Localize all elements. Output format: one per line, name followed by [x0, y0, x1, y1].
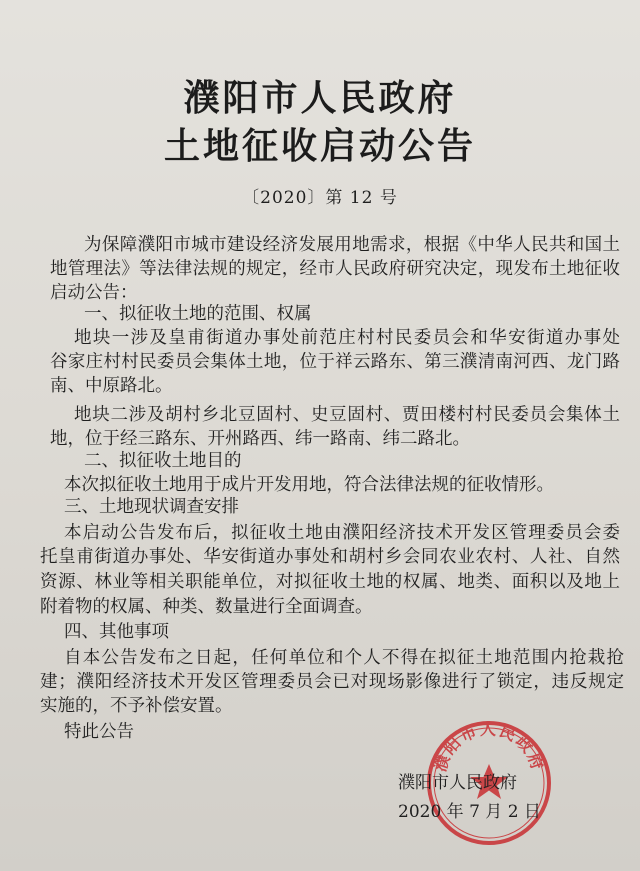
- section-heading: 一、拟征收土地的范围、权属: [84, 304, 312, 324]
- signature-org: 濮阳市人民政府: [398, 773, 517, 793]
- paragraph-line: 托皇甫街道办事处、华安街道办事处和胡村乡会同农业农村、人社、自然: [40, 547, 620, 567]
- closing-text: 特此公告: [64, 722, 134, 742]
- paragraph-line: 地块一涉及皇甫街道办事处前范庄村村民委员会和华安街道办事处: [74, 328, 620, 348]
- paragraph-line: 地，位于经三路东、开州路西、纬一路南、纬二路北。: [50, 429, 470, 449]
- paragraph-line: 自本公告发布之日起，任何单位和个人不得在拟征土地范围内抢栽抢: [64, 648, 624, 668]
- section-heading: 三、土地现状调查安排: [64, 497, 239, 517]
- paragraph-line: 建；濮阳经济技术开发区管理委员会已对现场影像进行了锁定，违反规定: [40, 672, 624, 692]
- paragraph-line: 启动公告：: [50, 283, 138, 303]
- paragraph-line: 为保障濮阳市城市建设经济发展用地需求，根据《中华人民共和国土: [84, 235, 620, 255]
- paragraph-line: 实施的，不予补偿安置。: [40, 696, 233, 716]
- document-title-line2: 土地征收启动公告: [163, 126, 476, 167]
- paragraph-line: 地块二涉及胡村乡北豆固村、史豆固村、贾田楼村村民委员会集体土: [74, 405, 620, 425]
- paragraph-line: 地管理法》等法律法规的规定，经市人民政府研究决定，现发布土地征收: [50, 259, 620, 279]
- paragraph-line: 谷家庄村村民委员会集体土地，位于祥云路东、第三濮清南河西、龙门路: [50, 352, 620, 372]
- paragraph-line: 资源、林业等相关职能单位，对拟征收土地的权属、地类、面积以及地上: [40, 572, 620, 592]
- paragraph-line: 本次拟征收土地用于成片开发用地，符合法律法规的征收情形。: [64, 475, 554, 495]
- document-title-line1: 濮阳市人民政府: [183, 78, 457, 119]
- seal-text: 濮阳市人民政府: [430, 719, 548, 774]
- document-number: 〔2020〕第 12 号: [242, 188, 398, 208]
- section-heading: 二、拟征收土地目的: [84, 451, 242, 471]
- paragraph-line: 南、中原路北。: [50, 376, 173, 396]
- paragraph-line: 附着物的权属、种类、数量进行全面调查。: [40, 597, 373, 617]
- section-heading: 四、其他事项: [64, 622, 169, 642]
- paragraph-line: 本启动公告发布后，拟征收土地由濮阳经济技术开发区管理委员会委: [64, 523, 620, 543]
- signature-date: 2020 年 7 月 2 日: [398, 802, 541, 822]
